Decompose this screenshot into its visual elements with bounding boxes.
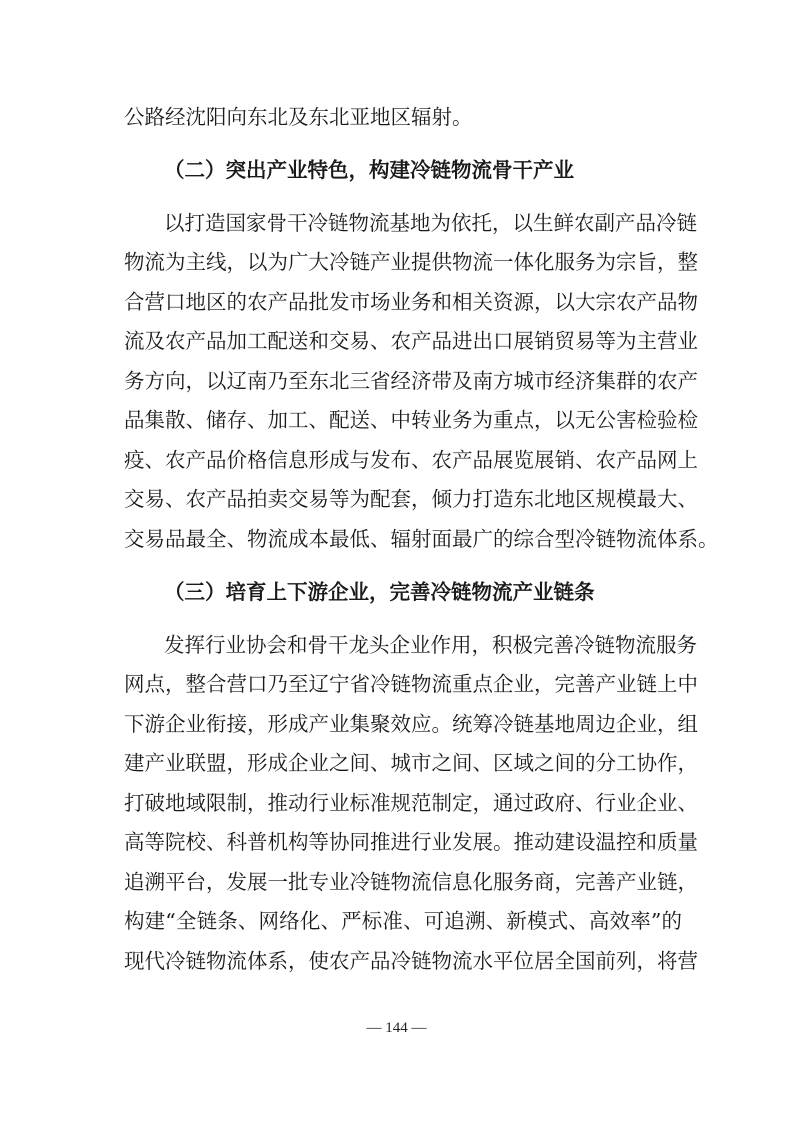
page-number: — 144 — [366, 1020, 427, 1036]
section-2-heading: （二）突出产业特色，构建冷链物流骨干产业 [164, 158, 574, 182]
section-3-heading: （三）培育上下游企业，完善冷链物流产业链条 [164, 580, 595, 604]
paragraph-line: 追溯平台，发展一批专业冷链物流信息化服务商，完善产业链， [124, 870, 698, 894]
paragraph-line: 打破地域限制，推动行业标准规范制定，通过政府、行业企业、 [124, 791, 698, 815]
paragraph-line: 高等院校、科普机构等协同推进行业发展。推动建设温控和质量 [124, 830, 698, 854]
intro-line: 公路经沈阳向东北及东北亚地区辐射。 [124, 105, 473, 129]
paragraph-line: 构建“全链条、网络化、严标准、可追溯、新模式、高效率”的 [124, 909, 682, 933]
paragraph-line: 品集散、储存、加工、配送、中转业务为重点，以无公害检验检 [124, 408, 698, 432]
paragraph-line: 物流为主线，以为广大冷链产业提供物流一体化服务为宗旨，整 [124, 250, 698, 274]
paragraph-line: 下游企业衔接，形成产业集聚效应。统筹冷链基地周边企业，组 [124, 712, 698, 736]
paragraph-line: 疫、农产品价格信息形成与发布、农产品展览展销、农产品网上 [124, 448, 698, 472]
paragraph-line: 流及农产品加工配送和交易、农产品进出口展销贸易等为主营业 [124, 329, 698, 353]
paragraph-line: 交易品最全、物流成本最低、辐射面最广的综合型冷链物流体系。 [124, 527, 719, 551]
paragraph-line: 建产业联盟，形成企业之间、城市之间、区域之间的分工协作， [124, 751, 698, 775]
paragraph-line: 交易、农产品拍卖交易等为配套，倾力打造东北地区规模最大、 [124, 487, 698, 511]
paragraph-line: 现代冷链物流体系，使农产品冷链物流水平位居全国前列，将营 [124, 949, 698, 973]
paragraph-line: 网点，整合营口乃至辽宁省冷链物流重点企业，完善产业链上中 [124, 672, 698, 696]
paragraph-line: 以打造国家骨干冷链物流基地为依托，以生鲜农副产品冷链 [164, 211, 697, 235]
paragraph-line: 务方向，以辽南乃至东北三省经济带及南方城市经济集群的农产 [124, 369, 698, 393]
paragraph-line: 合营口地区的农产品批发市场业务和相关资源，以大宗农产品物 [124, 290, 698, 314]
paragraph-line: 发挥行业协会和骨干龙头企业作用，积极完善冷链物流服务 [164, 633, 697, 657]
